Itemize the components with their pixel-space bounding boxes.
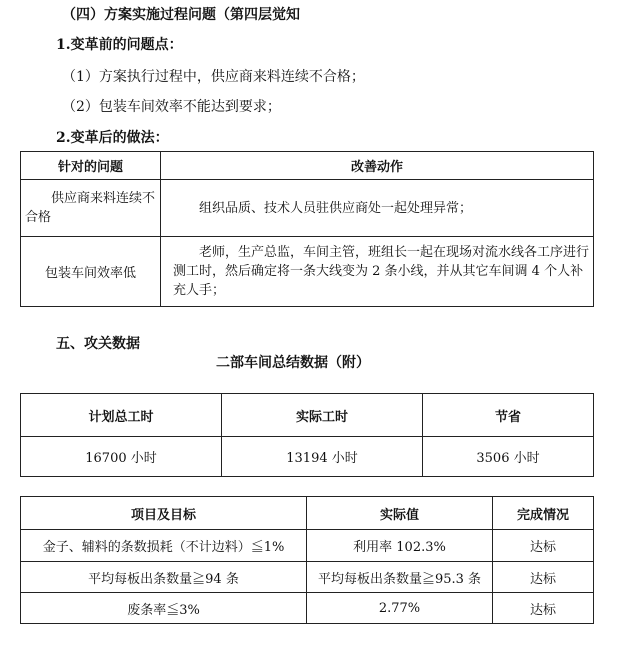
header-actual-value: 实际值	[307, 497, 493, 530]
table-header-row	[21, 152, 594, 180]
before-item-1: （1）方案执行过程中，供应商来料连续不合格；	[62, 69, 365, 85]
header-action: 改善动作	[161, 152, 594, 180]
table-row	[21, 593, 594, 624]
issue-cell: 包装车间效率低	[21, 237, 161, 307]
target-cell: 废条率≦3%	[21, 593, 307, 624]
after-change-title: 2.变革后的做法：	[56, 130, 169, 146]
target-cell: 金子、辅料的条数损耗（不计边料）≦1%	[21, 530, 307, 562]
table-row	[21, 530, 594, 562]
header-issue: 针对的问题	[21, 152, 161, 180]
target-cell: 平均每板出条数量≧94 条	[21, 562, 307, 593]
actual-value-cell: 平均每板出条数量≧95.3 条	[307, 562, 493, 593]
table-header-row	[21, 394, 594, 437]
completion-cell: 达标	[493, 562, 594, 593]
actual-value-cell: 利用率 102.3%	[307, 530, 493, 562]
completion-cell: 达标	[493, 593, 594, 624]
completion-cell: 达标	[493, 530, 594, 562]
section-5-title: 五、攻关数据	[56, 336, 140, 352]
section-4-heading: （四）方案实施过程问题（第四层觉知	[62, 7, 300, 23]
planned-hours-value: 16700 小时	[21, 437, 222, 477]
header-saved: 节省	[423, 394, 594, 437]
header-planned-hours: 计划总工时	[21, 394, 222, 437]
table-header-row	[21, 497, 594, 530]
table-row	[21, 562, 594, 593]
table-row	[21, 437, 594, 477]
hours-table	[20, 393, 594, 477]
actions-table	[20, 151, 594, 307]
header-actual-hours: 实际工时	[222, 394, 423, 437]
before-item-2: （2）包装车间效率不能达到要求；	[62, 99, 281, 115]
table-row	[21, 237, 594, 307]
actual-hours-value: 13194 小时	[222, 437, 423, 477]
action-cell: 组织品质、技术人员驻供应商处一起处理异常；	[161, 180, 594, 237]
table-row	[21, 180, 594, 237]
header-item-target: 项目及目标	[21, 497, 307, 530]
before-change-title: 1.变革前的问题点：	[56, 37, 183, 53]
action-cell: 老师，生产总监，车间主管，班组长一起在现场对流水线各工序进行测工时，然后确定将一条大线变为 2 条小线，并从其它车间调 4 个人补充人手；	[161, 237, 594, 307]
issue-cell: 供应商来料连续不合格	[21, 180, 161, 237]
actual-value-cell: 2.77%	[307, 593, 493, 624]
header-completion: 完成情况	[493, 497, 594, 530]
saved-hours-value: 3506 小时	[423, 437, 594, 477]
targets-table	[20, 496, 594, 624]
summary-title: 二部车间总结数据（附）	[216, 355, 370, 371]
